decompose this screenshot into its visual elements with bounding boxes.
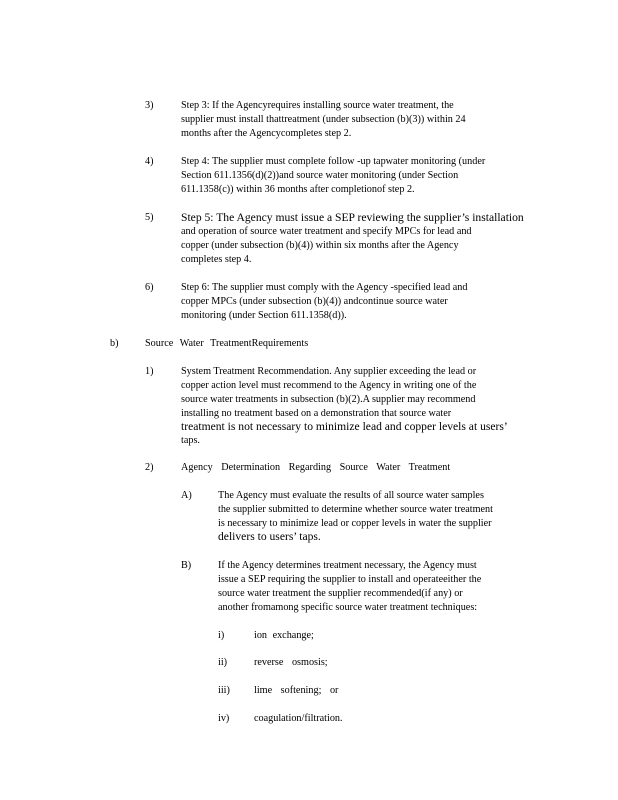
technique-ii-marker: ii) xyxy=(218,657,228,668)
item-a-line-1: The Agency must evaluate the results of all source water samples xyxy=(218,490,484,501)
step-5-line-1: Step 5: The Agency must issue a SEP reviewing the supplier’s installation xyxy=(181,211,524,224)
step-4-line-2: Section 611.1356(d)(2))and source water monitoring (under Section xyxy=(181,170,459,181)
item-a-marker: A) xyxy=(181,490,192,501)
item-b-line-3: source water treatment the supplier recommended(if any) or xyxy=(218,588,463,599)
item-1-line-4: installing no treatment based on a demonstration that source water xyxy=(181,408,452,419)
item-b-marker: B) xyxy=(181,560,192,571)
step-6-line-3: monitoring (under Section 611.1358(d)). xyxy=(181,310,347,321)
technique-iv-marker: iv) xyxy=(218,713,230,724)
item-2-heading: Agency Determination Regarding Source Water Treatment xyxy=(181,462,451,473)
section-b-marker: b) xyxy=(110,338,119,349)
step-5-line-4: completes step 4. xyxy=(181,254,252,265)
item-1-line-1: System Treatment Recommendation. Any supplier exceeding the lead or xyxy=(181,366,477,377)
technique-iii-text: lime softening; or xyxy=(254,685,339,696)
technique-i-text: ion exchange; xyxy=(254,630,314,641)
step-5-line-2: and operation of source water treatment and specify MPCs for lead and xyxy=(181,226,472,237)
item-1-line-6: taps. xyxy=(181,435,200,446)
item-a-line-3: is necessary to minimize lead or copper levels in water the supplier xyxy=(218,518,492,529)
item-a-line-4: delivers to users’ taps. xyxy=(218,530,321,543)
step-3-marker: 3) xyxy=(145,100,154,111)
item-b-line-1: If the Agency determines treatment necessary, the Agency must xyxy=(218,560,477,571)
item-1-line-3: source water treatments in subsection (b)(2).A supplier may recommend xyxy=(181,394,476,405)
technique-ii-text: reverse osmosis; xyxy=(254,657,328,668)
step-6-marker: 6) xyxy=(145,282,154,293)
item-a-line-2: the supplier submitted to determine whether source water treatment xyxy=(218,504,493,515)
item-2-marker: 2) xyxy=(145,462,154,473)
step-4-line-1: Step 4: The supplier must complete follow -up tapwater monitoring (under xyxy=(181,156,486,167)
technique-iv-text: coagulation/filtration. xyxy=(254,713,343,724)
step-6-line-2: copper MPCs (under subsection (b)(4)) andcontinue source water xyxy=(181,296,448,307)
item-1-line-2: copper action level must recommend to the Agency in writing one of the xyxy=(181,380,477,391)
technique-i-marker: i) xyxy=(218,630,225,641)
technique-iii-marker: iii) xyxy=(218,685,230,696)
section-b-heading: Source Water TreatmentRequirements xyxy=(145,338,309,349)
step-4-marker: 4) xyxy=(145,156,154,167)
item-b-line-4: another fromamong specific source water treatment techniques: xyxy=(218,602,478,613)
step-6-line-1: Step 6: The supplier must comply with the Agency -specified lead and xyxy=(181,282,468,293)
step-5-line-3: copper (under subsection (b)(4)) within six months after the Agency xyxy=(181,240,459,251)
step-4-line-3: 611.1358(c)) within 36 months after completionof step 2. xyxy=(181,184,415,195)
step-3-line-1: Step 3: If the Agencyrequires installing source water treatment, the xyxy=(181,100,454,111)
step-5-marker: 5) xyxy=(145,212,154,223)
step-3-line-2: supplier must install thattreatment (under subsection (b)(3)) within 24 xyxy=(181,114,466,125)
item-1-marker: 1) xyxy=(145,366,154,377)
item-b-line-2: issue a SEP requiring the supplier to install and operateeither the xyxy=(218,574,482,585)
step-3-line-3: months after the Agencycompletes step 2. xyxy=(181,128,352,139)
item-1-line-5: treatment is not necessary to minimize lead and copper levels at users’ xyxy=(181,420,508,433)
